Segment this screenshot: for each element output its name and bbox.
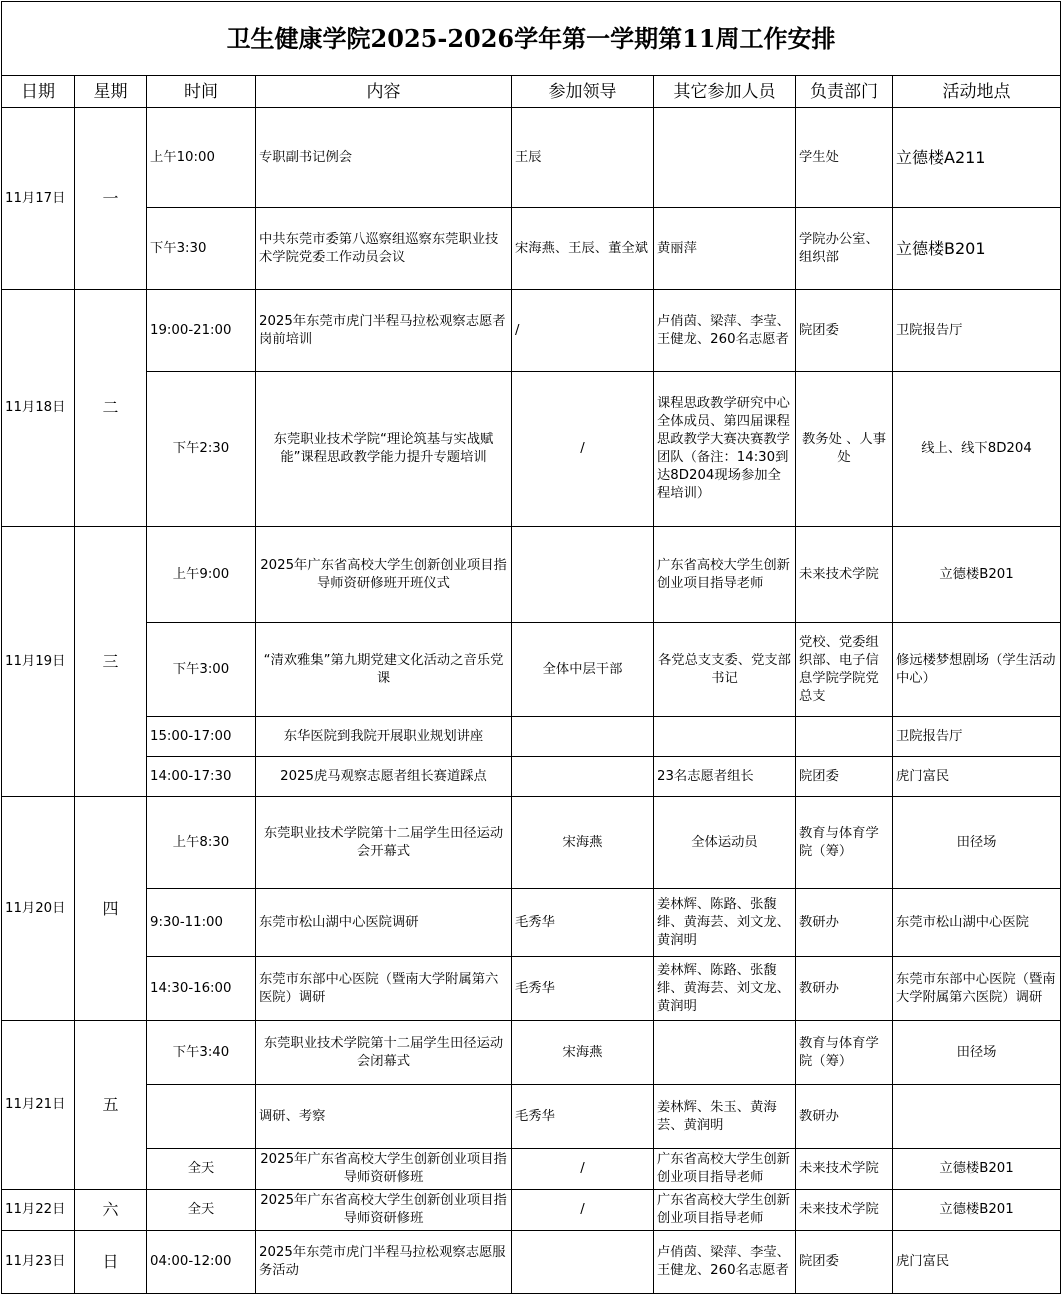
leaders-cell: / (512, 1190, 654, 1231)
others-cell: 姜林辉、陈路、张馥绯、黄海芸、刘文龙、黄润明 (654, 889, 796, 957)
location-cell: 修远楼梦想剧场（学生活动中心） (893, 623, 1061, 717)
others-cell: 卢俏茵、梁萍、李莹、王健龙、260名志愿者 (654, 290, 796, 372)
leaders-cell: 全体中层干部 (512, 623, 654, 717)
leaders-cell: 毛秀华 (512, 1085, 654, 1149)
weekday-cell: 六 (75, 1190, 147, 1231)
location-cell: 田径场 (893, 1021, 1061, 1085)
time-cell: 下午3:00 (147, 623, 256, 717)
page-title: 卫生健康学院2025-2026学年第一学期第11周工作安排 (2, 2, 1061, 76)
date-cell: 11月18日 (2, 290, 75, 527)
weekday-cell: 一 (75, 108, 147, 290)
dept-cell: 学生处 (796, 108, 893, 208)
dept-cell: 院团委 (796, 1231, 893, 1294)
content-cell: 2025年东莞市虎门半程马拉松观察志愿者岗前培训 (256, 290, 512, 372)
location-cell: 立德楼B201 (893, 527, 1061, 623)
leaders-cell: / (512, 372, 654, 527)
leaders-cell: 王辰 (512, 108, 654, 208)
column-header-content: 内容 (256, 76, 512, 108)
time-cell: 19:00-21:00 (147, 290, 256, 372)
leaders-cell: 毛秀华 (512, 957, 654, 1021)
others-cell: 全体运动员 (654, 797, 796, 889)
table-row (2, 1085, 1061, 1149)
location-cell: 东莞市东部中心医院（暨南大学附属第六医院）调研 (893, 957, 1061, 1021)
table-row (2, 1231, 1061, 1294)
others-cell: 广东省高校大学生创新创业项目指导老师 (654, 1190, 796, 1231)
table-row (2, 527, 1061, 623)
leaders-cell: 宋海燕 (512, 797, 654, 889)
table-row (2, 889, 1061, 957)
table-row (2, 797, 1061, 889)
date-cell: 11月19日 (2, 527, 75, 797)
dept-cell (796, 717, 893, 757)
leaders-cell (512, 527, 654, 623)
time-cell: 上午8:30 (147, 797, 256, 889)
time-cell: 上午9:00 (147, 527, 256, 623)
table-row (2, 757, 1061, 797)
dept-cell: 教研办 (796, 1085, 893, 1149)
time-cell: 下午3:40 (147, 1021, 256, 1085)
others-cell (654, 108, 796, 208)
leaders-cell: 宋海燕 (512, 1021, 654, 1085)
location-cell: 卫院报告厅 (893, 717, 1061, 757)
content-cell: 2025年广东省高校大学生创新创业项目指导师资研修班开班仪式 (256, 527, 512, 623)
table-row (2, 1190, 1061, 1231)
location-cell: 田径场 (893, 797, 1061, 889)
header-row (2, 76, 1061, 108)
location-cell: 立德楼B201 (893, 1149, 1061, 1190)
column-header-time: 时间 (147, 76, 256, 108)
time-cell: 下午2:30 (147, 372, 256, 527)
table-row (2, 623, 1061, 717)
table-row (2, 372, 1061, 527)
dept-cell: 教研办 (796, 957, 893, 1021)
title-row (2, 2, 1061, 76)
content-cell: 东华医院到我院开展职业规划讲座 (256, 717, 512, 757)
others-cell: 课程思政教学研究中心全体成员、第四届课程思政教学大赛决赛教学团队（备注：14:30到达8D204现场参加全程培训） (654, 372, 796, 527)
date-cell: 11月20日 (2, 797, 75, 1021)
others-cell (654, 717, 796, 757)
location-cell: 立德楼A211 (893, 108, 1061, 208)
content-cell: 专职副书记例会 (256, 108, 512, 208)
table-row (2, 208, 1061, 290)
content-cell: 2025虎马观察志愿者组长赛道踩点 (256, 757, 512, 797)
content-cell: 东莞市东部中心医院（暨南大学附属第六医院）调研 (256, 957, 512, 1021)
time-cell: 上午10:00 (147, 108, 256, 208)
time-cell: 14:00-17:30 (147, 757, 256, 797)
leaders-cell (512, 757, 654, 797)
content-cell: 东莞职业技术学院第十二届学生田径运动会闭幕式 (256, 1021, 512, 1085)
column-header-weekday: 星期 (75, 76, 147, 108)
others-cell: 各党总支支委、党支部书记 (654, 623, 796, 717)
dept-cell: 教研办 (796, 889, 893, 957)
date-cell: 11月23日 (2, 1231, 75, 1294)
table-row (2, 1149, 1061, 1190)
time-cell (147, 1085, 256, 1149)
schedule-table (1, 1, 1061, 1294)
dept-cell: 教育与体育学院（筹） (796, 1021, 893, 1085)
location-cell: 虎门富民 (893, 1231, 1061, 1294)
weekday-cell: 四 (75, 797, 147, 1021)
table-row (2, 1021, 1061, 1085)
leaders-cell (512, 717, 654, 757)
date-cell: 11月21日 (2, 1021, 75, 1190)
content-cell: 中共东莞市委第八巡察组巡察东莞职业技术学院党委工作动员会议 (256, 208, 512, 290)
table-row (2, 108, 1061, 208)
weekday-cell: 日 (75, 1231, 147, 1294)
location-cell: 线上、线下8D204 (893, 372, 1061, 527)
time-cell: 04:00-12:00 (147, 1231, 256, 1294)
others-cell: 姜林辉、朱玉、黄海芸、黄润明 (654, 1085, 796, 1149)
dept-cell: 院团委 (796, 290, 893, 372)
time-cell: 全天 (147, 1149, 256, 1190)
date-cell: 11月17日 (2, 108, 75, 290)
content-cell: 东莞职业技术学院第十二届学生田径运动会开幕式 (256, 797, 512, 889)
dept-cell: 院团委 (796, 757, 893, 797)
content-cell: 东莞职业技术学院“理论筑基与实战赋能”课程思政教学能力提升专题培训 (256, 372, 512, 527)
content-cell: 2025年广东省高校大学生创新创业项目指导师资研修班 (256, 1149, 512, 1190)
column-header-others: 其它参加人员 (654, 76, 796, 108)
leaders-cell: 宋海燕、王辰、董全斌 (512, 208, 654, 290)
leaders-cell: / (512, 1149, 654, 1190)
location-cell: 东莞市松山湖中心医院 (893, 889, 1061, 957)
leaders-cell (512, 1231, 654, 1294)
others-cell: 卢俏茵、梁萍、李莹、王健龙、260名志愿者 (654, 1231, 796, 1294)
dept-cell: 学院办公室、组织部 (796, 208, 893, 290)
others-cell: 广东省高校大学生创新创业项目指导老师 (654, 1149, 796, 1190)
leaders-cell: 毛秀华 (512, 889, 654, 957)
content-cell: 东莞市松山湖中心医院调研 (256, 889, 512, 957)
content-cell: 调研、考察 (256, 1085, 512, 1149)
dept-cell: 未来技术学院 (796, 527, 893, 623)
column-header-date: 日期 (2, 76, 75, 108)
dept-cell: 未来技术学院 (796, 1190, 893, 1231)
content-cell: 2025年广东省高校大学生创新创业项目指导师资研修班 (256, 1190, 512, 1231)
dept-cell: 教务处 、人事处 (796, 372, 893, 527)
location-cell (893, 1085, 1061, 1149)
dept-cell: 党校、党委组织部、电子信息学院学院党总支 (796, 623, 893, 717)
others-cell: 广东省高校大学生创新创业项目指导老师 (654, 527, 796, 623)
content-cell: 2025年东莞市虎门半程马拉松观察志愿服务活动 (256, 1231, 512, 1294)
weekday-cell: 五 (75, 1021, 147, 1190)
weekday-cell: 三 (75, 527, 147, 797)
location-cell: 立德楼B201 (893, 208, 1061, 290)
time-cell: 14:30-16:00 (147, 957, 256, 1021)
table-row (2, 957, 1061, 1021)
column-header-dept: 负责部门 (796, 76, 893, 108)
dept-cell: 未来技术学院 (796, 1149, 893, 1190)
leaders-cell: / (512, 290, 654, 372)
time-cell: 15:00-17:00 (147, 717, 256, 757)
location-cell: 卫院报告厅 (893, 290, 1061, 372)
location-cell: 立德楼B201 (893, 1190, 1061, 1231)
content-cell: “清欢雅集”第九期党建文化活动之音乐党课 (256, 623, 512, 717)
table-row (2, 290, 1061, 372)
column-header-leaders: 参加领导 (512, 76, 654, 108)
weekday-cell: 二 (75, 290, 147, 527)
others-cell: 23名志愿者组长 (654, 757, 796, 797)
table-row (2, 717, 1061, 757)
time-cell: 9:30-11:00 (147, 889, 256, 957)
time-cell: 下午3:30 (147, 208, 256, 290)
others-cell: 姜林辉、陈路、张馥绯、黄海芸、刘文龙、黄润明 (654, 957, 796, 1021)
time-cell: 全天 (147, 1190, 256, 1231)
dept-cell: 教育与体育学院（筹） (796, 797, 893, 889)
date-cell: 11月22日 (2, 1190, 75, 1231)
others-cell (654, 1021, 796, 1085)
column-header-location: 活动地点 (893, 76, 1061, 108)
others-cell: 黄丽萍 (654, 208, 796, 290)
location-cell: 虎门富民 (893, 757, 1061, 797)
